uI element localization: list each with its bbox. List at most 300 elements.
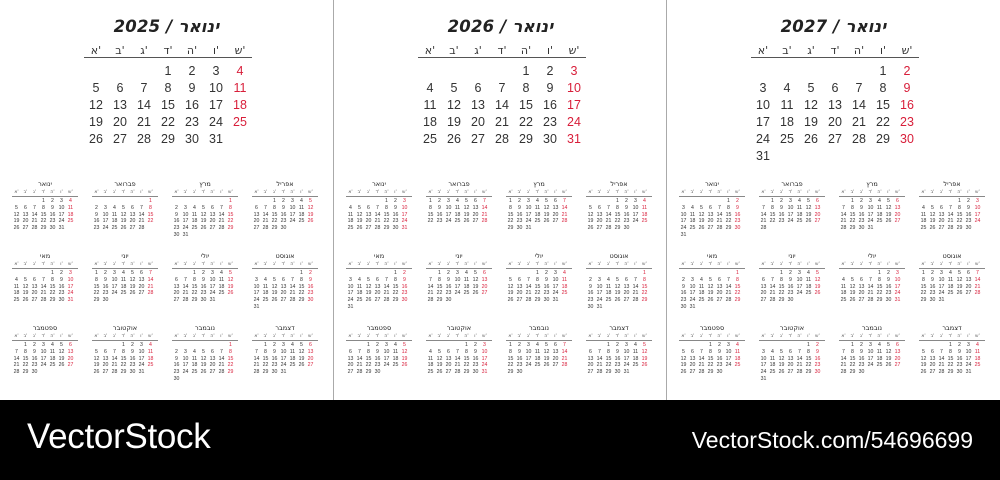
day-cell: 14 [938, 355, 945, 362]
weekday-label: ה' [957, 262, 962, 267]
day-cell: 5 [202, 348, 205, 355]
day-cell: 25 [876, 218, 883, 225]
day-cell: 1 [922, 270, 925, 276]
day-cell: 13 [596, 211, 603, 218]
weekday-label: ב' [437, 334, 442, 339]
day-cell: 12 [920, 355, 927, 362]
day-grid [426, 342, 492, 384]
day-cell: 21 [218, 218, 225, 225]
day-cell: 30 [102, 297, 109, 304]
weekday-label: א' [348, 262, 353, 267]
day-cell: 1 [522, 64, 530, 78]
day-cell: 29 [93, 297, 100, 304]
day-cell: 14 [852, 98, 866, 112]
day-cell: 30 [858, 369, 865, 376]
weekday-label: ד' [281, 262, 286, 267]
day-cell: 11 [289, 348, 296, 355]
day-cell: 2 [175, 204, 178, 211]
weekday-label: ו' [300, 190, 303, 195]
day-cell: 28 [374, 225, 381, 232]
day-cell: 21 [31, 218, 38, 225]
day-cell: 5 [887, 342, 890, 348]
day-cell: 24 [209, 290, 216, 297]
day-cell: 19 [920, 362, 927, 369]
day-cell: 4 [193, 348, 196, 355]
day-cell: 17 [787, 211, 794, 218]
day-cell: 27 [587, 369, 594, 376]
day-cell: 27 [67, 362, 74, 369]
day-cell: 8 [95, 276, 98, 283]
day-cell: 27 [938, 225, 945, 232]
day-cell: 1 [536, 270, 539, 276]
weekday-label: ה' [290, 334, 295, 339]
day-cell: 30 [173, 232, 180, 238]
day-cell: 2 [625, 198, 628, 204]
day-cell: 13 [253, 211, 260, 218]
day-cell: 8 [607, 348, 610, 355]
day-cell: 23 [543, 115, 557, 129]
day-cell: 30 [200, 297, 207, 304]
day-cell: 12 [543, 204, 550, 211]
day-cell: 19 [698, 218, 705, 225]
day-cell: 11 [561, 276, 568, 283]
day-cell: 21 [137, 115, 151, 129]
weekday-label: ה' [130, 334, 135, 339]
day-cell: 14 [137, 98, 151, 112]
day-cell: 20 [138, 283, 145, 290]
calendar-page-2025 [0, 0, 333, 400]
day-cell: 1 [229, 198, 232, 204]
day-cell: 27 [209, 369, 216, 376]
day-cell: 4 [878, 198, 881, 204]
day-cell: 9 [789, 276, 792, 283]
day-cell: 1 [429, 198, 432, 204]
day-cell: 19 [271, 290, 278, 297]
weekday-label: ה' [544, 334, 549, 339]
day-cell: 8 [922, 276, 925, 283]
day-cell: 3 [759, 81, 767, 95]
day-cell: 5 [450, 81, 458, 95]
day-cell: 10 [938, 276, 945, 283]
day-cell: 21 [525, 290, 532, 297]
month-name: ספטמבר [699, 324, 725, 332]
day-cell: 18 [876, 211, 883, 218]
day-cell: 15 [769, 211, 776, 218]
day-cell: 17 [596, 290, 603, 297]
day-cell: 20 [445, 362, 452, 369]
weekday-label: ג' [366, 190, 371, 195]
day-cell: 27 [471, 132, 485, 146]
day-cell: 26 [463, 218, 470, 225]
weekday-header [839, 334, 905, 341]
day-cell: 1 [771, 198, 774, 204]
day-cell: 8 [878, 276, 881, 283]
day-cell: 13 [31, 283, 38, 290]
day-cell: 17 [525, 355, 532, 362]
month-name: נובמבר [862, 324, 882, 332]
day-cell: 23 [280, 218, 287, 225]
day-cell: 20 [894, 211, 901, 218]
day-cell: 9 [474, 348, 477, 355]
day-cell: 31 [58, 225, 65, 232]
day-cell: 28 [253, 369, 260, 376]
day-cell: 21 [40, 290, 47, 297]
day-cell: 23 [185, 115, 199, 129]
weekday-label: ב' [517, 190, 522, 195]
day-cell: 11 [632, 348, 639, 355]
day-cell: 17 [138, 355, 145, 362]
day-cell: 27 [209, 225, 216, 232]
day-cell: 10 [454, 276, 461, 283]
day-cell: 20 [365, 218, 372, 225]
day-cell: 1 [438, 270, 441, 276]
day-cell: 28 [182, 297, 189, 304]
day-cell: 20 [113, 115, 127, 129]
weekday-label: ו' [634, 262, 637, 267]
day-cell: 25 [289, 362, 296, 369]
day-cell: 8 [780, 276, 783, 283]
day-cell: 28 [769, 297, 776, 304]
day-cell: 26 [778, 369, 785, 376]
day-cell: 23 [778, 218, 785, 225]
day-cell: 29 [920, 297, 927, 304]
day-cell: 16 [271, 355, 278, 362]
day-cell: 8 [958, 204, 961, 211]
weekday-label: ב' [770, 334, 775, 339]
day-cell: 10 [974, 204, 981, 211]
day-cell: 17 [289, 211, 296, 218]
weekday-label: א' [588, 334, 593, 339]
day-cell: 29 [392, 297, 399, 304]
day-cell: 2 [780, 198, 783, 204]
day-cell: 8 [429, 204, 432, 211]
day-cell: 21 [852, 115, 866, 129]
weekday-label: ד' [788, 190, 793, 195]
day-cell: 18 [120, 283, 127, 290]
day-cell: 3 [184, 204, 187, 211]
day-cell: 3 [60, 198, 63, 204]
weekday-label: ש' [68, 190, 73, 195]
weekday-label: ש' [562, 334, 567, 339]
day-cell: 18 [605, 290, 612, 297]
day-cell: 17 [632, 211, 639, 218]
day-cell: 8 [394, 276, 397, 283]
weekday-header [506, 334, 572, 341]
day-cell: 5 [273, 276, 276, 283]
day-cell: 29 [191, 297, 198, 304]
day-cell: 13 [365, 211, 372, 218]
day-cell: 4 [842, 276, 845, 283]
day-cell: 27 [280, 297, 287, 304]
day-cell: 3 [869, 342, 872, 348]
day-cell: 20 [814, 211, 821, 218]
day-cell: 22 [725, 218, 732, 225]
day-cell: 20 [689, 362, 696, 369]
day-cell: 14 [182, 283, 189, 290]
day-cell: 23 [129, 362, 136, 369]
day-grid [751, 58, 919, 168]
page-title: ינואר / 2025 [113, 17, 220, 36]
day-cell: 11 [233, 81, 247, 95]
day-cell: 11 [534, 348, 541, 355]
day-cell: 19 [401, 355, 408, 362]
weekday-label: ד' [41, 190, 46, 195]
weekday-label: ב' [437, 190, 442, 195]
weekday-label: ו' [887, 190, 890, 195]
day-cell: 4 [691, 204, 694, 211]
day-cell: 17 [725, 355, 732, 362]
day-cell: 6 [940, 204, 943, 211]
day-cell: 19 [93, 362, 100, 369]
day-cell: 13 [716, 283, 723, 290]
day-cell: 21 [698, 362, 705, 369]
day-cell: 20 [787, 362, 794, 369]
day-cell: 31 [401, 225, 408, 232]
month-name: יוני [455, 252, 463, 260]
day-cell: 26 [200, 369, 207, 376]
weekday-label: ד' [281, 334, 286, 339]
weekday-header [586, 190, 652, 197]
day-cell: 22 [427, 218, 434, 225]
day-cell: 7 [607, 204, 610, 211]
day-cell: 18 [840, 290, 847, 297]
day-cell: 28 [698, 369, 705, 376]
day-cell: 6 [554, 342, 557, 348]
day-cell: 15 [876, 283, 883, 290]
day-cell: 25 [780, 132, 794, 146]
day-cell: 1 [509, 198, 512, 204]
day-cell: 19 [436, 362, 443, 369]
day-cell: 27 [760, 297, 767, 304]
day-cell: 5 [15, 204, 18, 211]
weekday-label: ב' [517, 262, 522, 267]
day-cell: 13 [307, 348, 314, 355]
day-cell: 28 [760, 225, 767, 232]
day-cell: 2 [958, 342, 961, 348]
day-cell: 17 [567, 98, 581, 112]
weekday-header [426, 190, 492, 197]
day-cell: 8 [771, 204, 774, 211]
day-cell: 7 [220, 204, 223, 211]
day-cell: 24 [383, 362, 390, 369]
day-cell: 29 [507, 369, 514, 376]
weekday-label: ש' [308, 190, 313, 195]
day-cell: 12 [929, 211, 936, 218]
day-cell: 21 [495, 115, 509, 129]
day-cell: 6 [789, 348, 792, 355]
day-cell: 29 [849, 225, 856, 232]
day-cell: 12 [365, 283, 372, 290]
day-cell: 26 [805, 218, 812, 225]
day-cell: 9 [546, 81, 554, 95]
day-cell: 2 [789, 270, 792, 276]
day-cell: 2 [860, 342, 863, 348]
day-cell: 11 [423, 98, 437, 112]
day-cell: 15 [262, 355, 269, 362]
weekday-label: ה' [520, 44, 532, 57]
month-name: דצמבר [275, 324, 295, 332]
day-cell: 23 [271, 362, 278, 369]
day-cell: 6 [376, 276, 379, 283]
weekday-label: א' [348, 334, 353, 339]
day-cell: 4 [349, 204, 352, 211]
day-cell: 17 [894, 283, 901, 290]
day-cell: 29 [49, 297, 56, 304]
day-cell: 9 [967, 204, 970, 211]
day-cell: 12 [849, 283, 856, 290]
day-cell: 29 [161, 132, 175, 146]
month-name: אפריל [610, 180, 628, 188]
weekday-label: ש' [482, 334, 487, 339]
weekday-label: ב' [770, 262, 775, 267]
weekday-label: ו' [220, 334, 223, 339]
day-cell: 21 [632, 290, 639, 297]
day-cell: 2 [95, 204, 98, 211]
day-cell: 9 [958, 348, 961, 355]
day-cell: 1 [394, 270, 397, 276]
day-grid [12, 270, 78, 312]
weekday-header [919, 262, 985, 269]
day-cell: 27 [445, 369, 452, 376]
day-cell: 15 [641, 283, 648, 290]
day-cell: 16 [436, 211, 443, 218]
weekday-label: ד' [708, 262, 713, 267]
day-cell: 12 [298, 348, 305, 355]
day-cell: 23 [173, 225, 180, 232]
day-cell: 15 [191, 283, 198, 290]
day-cell: 11 [218, 276, 225, 283]
day-grid [506, 198, 572, 240]
weekday-label: ג' [606, 190, 611, 195]
day-cell: 30 [734, 225, 741, 232]
day-cell: 20 [929, 362, 936, 369]
weekday-label: א' [174, 190, 179, 195]
weekday-label: ה' [797, 262, 802, 267]
day-cell: 1 [780, 270, 783, 276]
day-cell: 16 [787, 283, 794, 290]
day-cell: 30 [516, 369, 523, 376]
day-cell: 22 [614, 218, 621, 225]
day-cell: 17 [383, 355, 390, 362]
day-cell: 31 [253, 304, 260, 310]
weekday-label: א' [428, 190, 433, 195]
weekday-label: ה' [957, 334, 962, 339]
day-cell: 23 [307, 290, 314, 297]
day-cell: 1 [736, 270, 739, 276]
weekday-label: ו' [554, 262, 557, 267]
day-cell: 16 [445, 283, 452, 290]
day-cell: 5 [403, 342, 406, 348]
weekday-label: א' [174, 334, 179, 339]
day-cell: 1 [385, 198, 388, 204]
day-cell: 2 [175, 348, 178, 355]
weekday-label: א' [681, 334, 686, 339]
day-cell: 25 [191, 369, 198, 376]
day-cell: 27 [31, 297, 38, 304]
day-cell: 23 [200, 290, 207, 297]
day-cell: 14 [561, 348, 568, 355]
weekday-label: ד' [535, 262, 540, 267]
month-name: אוקטובר [112, 324, 138, 332]
day-grid [679, 198, 745, 240]
day-cell: 15 [605, 355, 612, 362]
day-cell: 26 [307, 218, 314, 225]
weekday-header [12, 190, 78, 197]
weekday-label: א' [508, 334, 513, 339]
weekday-label: ד' [788, 334, 793, 339]
weekday-label: א' [841, 190, 846, 195]
weekday-label: ג' [606, 334, 611, 339]
day-cell: 15 [463, 355, 470, 362]
day-cell: 5 [709, 276, 712, 283]
day-grid [426, 270, 492, 312]
day-cell: 26 [885, 362, 892, 369]
weekday-label: ה' [50, 334, 55, 339]
weekday-header [759, 262, 825, 269]
day-cell: 7 [264, 204, 267, 211]
day-cell: 9 [518, 348, 521, 355]
weekday-label: ד' [121, 334, 126, 339]
day-cell: 18 [534, 355, 541, 362]
day-cell: 2 [816, 342, 819, 348]
weekday-label: ש' [402, 334, 407, 339]
day-cell: 6 [474, 198, 477, 204]
day-cell: 27 [129, 225, 136, 232]
day-cell: 24 [787, 218, 794, 225]
day-cell: 18 [262, 290, 269, 297]
day-cell: 9 [447, 276, 450, 283]
weekday-label: ג' [192, 262, 197, 267]
day-cell: 5 [780, 348, 783, 355]
day-cell: 12 [472, 276, 479, 283]
weekday-label: ד' [41, 334, 46, 339]
day-cell: 27 [374, 297, 381, 304]
day-cell: 22 [507, 218, 514, 225]
weekday-label: ג' [272, 190, 277, 195]
weekday-label: א' [428, 262, 433, 267]
day-cell: 19 [307, 211, 314, 218]
weekday-label: ו' [394, 334, 397, 339]
day-cell: 30 [543, 132, 557, 146]
day-cell: 14 [356, 355, 363, 362]
day-cell: 30 [680, 304, 687, 310]
day-cell: 7 [33, 204, 36, 211]
weekday-header [92, 334, 158, 341]
weekday-label: ו' [634, 190, 637, 195]
day-cell: 9 [131, 348, 134, 355]
day-cell: 3 [634, 198, 637, 204]
day-cell: 5 [922, 348, 925, 355]
weekday-label: ד' [375, 262, 380, 267]
day-cell: 20 [280, 290, 287, 297]
day-cell: 31 [756, 149, 770, 163]
day-cell: 27 [828, 132, 842, 146]
day-cell: 2 [60, 270, 63, 276]
day-cell: 3 [896, 270, 899, 276]
day-cell: 6 [967, 270, 970, 276]
day-cell: 13 [280, 283, 287, 290]
day-cell: 24 [867, 362, 874, 369]
day-cell: 28 [495, 132, 509, 146]
day-cell: 28 [218, 369, 225, 376]
day-cell: 6 [718, 276, 721, 283]
day-cell: 23 [543, 290, 550, 297]
day-cell: 11 [698, 283, 705, 290]
day-cell: 14 [138, 211, 145, 218]
day-cell: 5 [60, 342, 63, 348]
day-cell: 8 [465, 348, 468, 355]
day-cell: 28 [147, 290, 154, 297]
